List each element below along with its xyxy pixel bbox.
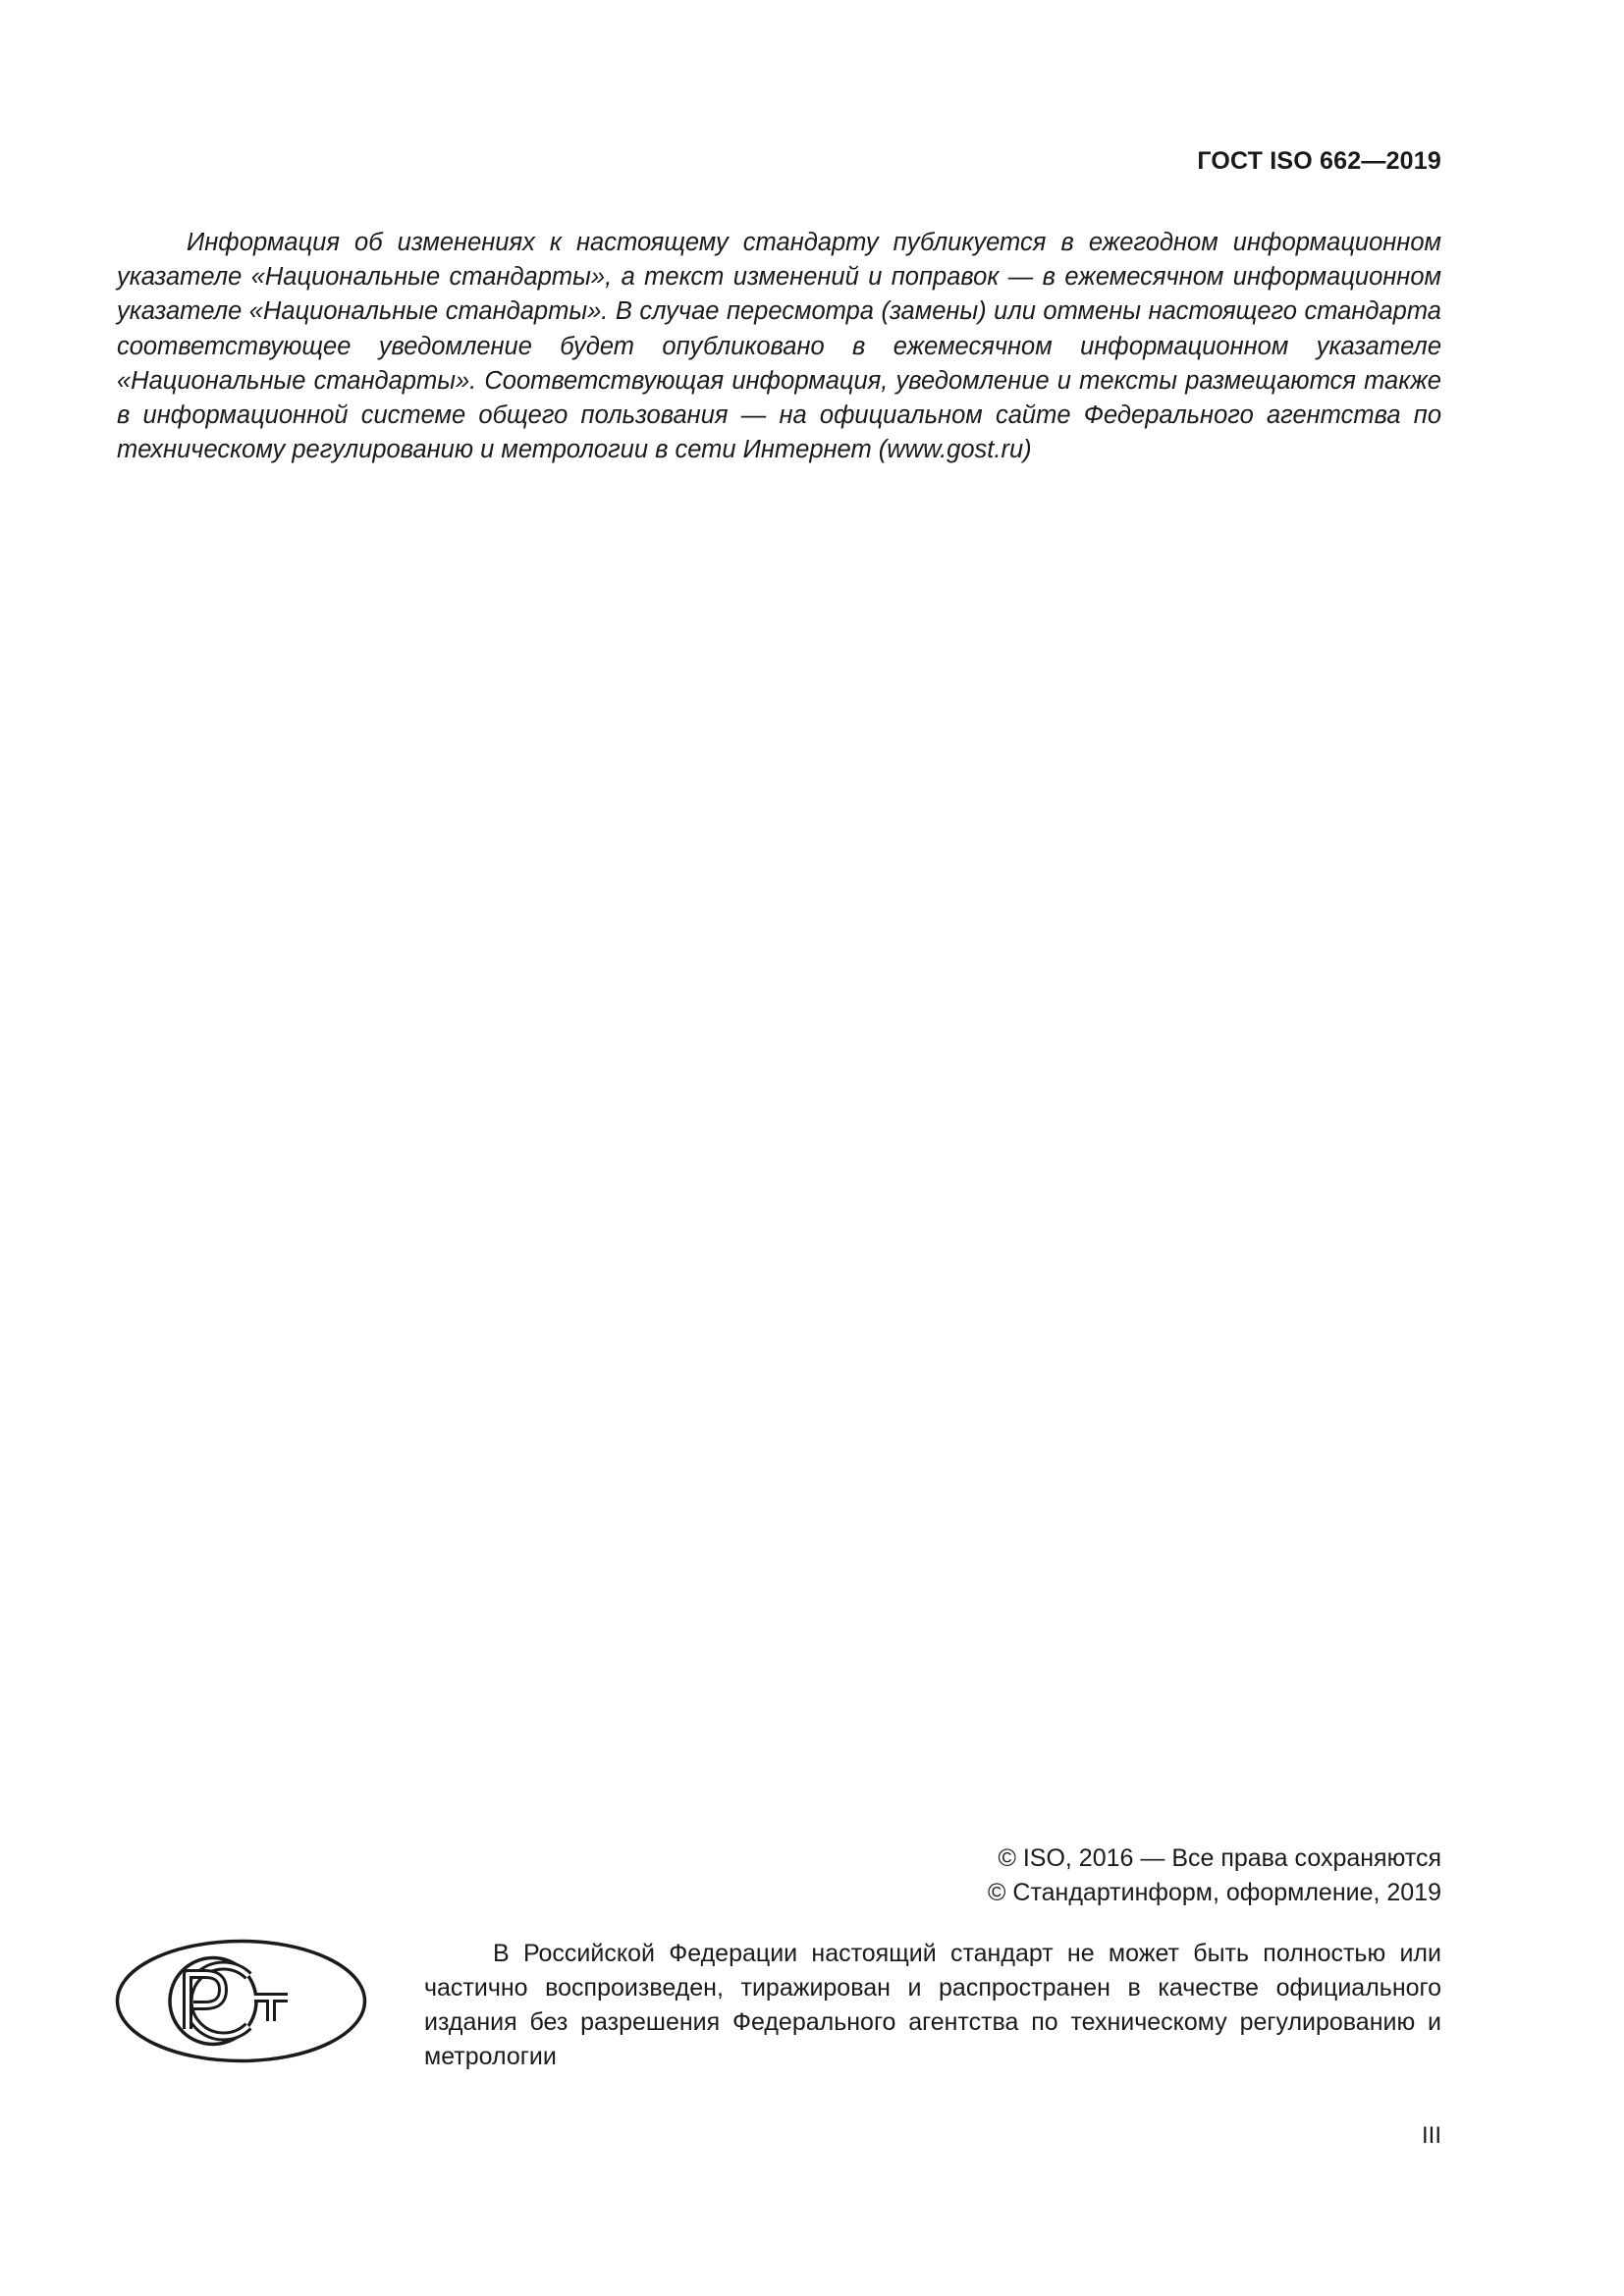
page-number: III (1421, 2122, 1441, 2149)
rst-certification-emblem-icon (115, 1939, 367, 2063)
copyright-block (988, 1842, 1441, 1910)
iso-copyright-line: © ISO, 2016 — Все права сохраняются (998, 1844, 1441, 1872)
document-code: ГОСТ ISO 662—2019 (1197, 147, 1441, 175)
amendments-info-paragraph: Информация об изменениях к настоящему стандарту публикуется в ежегодном информационном указателе «Национальные стандарты», а текст изменений и поправок — в ежемесячном информационном указателе «Национальные стандарты». В случае пересмотра (замены) или отмены настоящего стандарта соответствующее уведомление будет опубликовано в ежемесячном информационном указателе «Национальные стандарты». Соответствующая информация, уведомление и тексты размещаются также в информационной системе общего пользования — на официальном сайте Федерального агентства по техническому регулированию и метрологии в сети Интернет (www.gost.ru) (117, 229, 1441, 464)
reproduction-rights-paragraph: В Российской Федерации настоящий стандарт не может быть полностью или частично воспроизведен, тиражирован и распространен в качестве официального издания без разрешения Федерального агентства по техническому регулированию и метрологии (424, 1940, 1441, 2070)
standartinform-copyright-line: © Стандартинформ, оформление, 2019 (988, 1879, 1441, 1906)
